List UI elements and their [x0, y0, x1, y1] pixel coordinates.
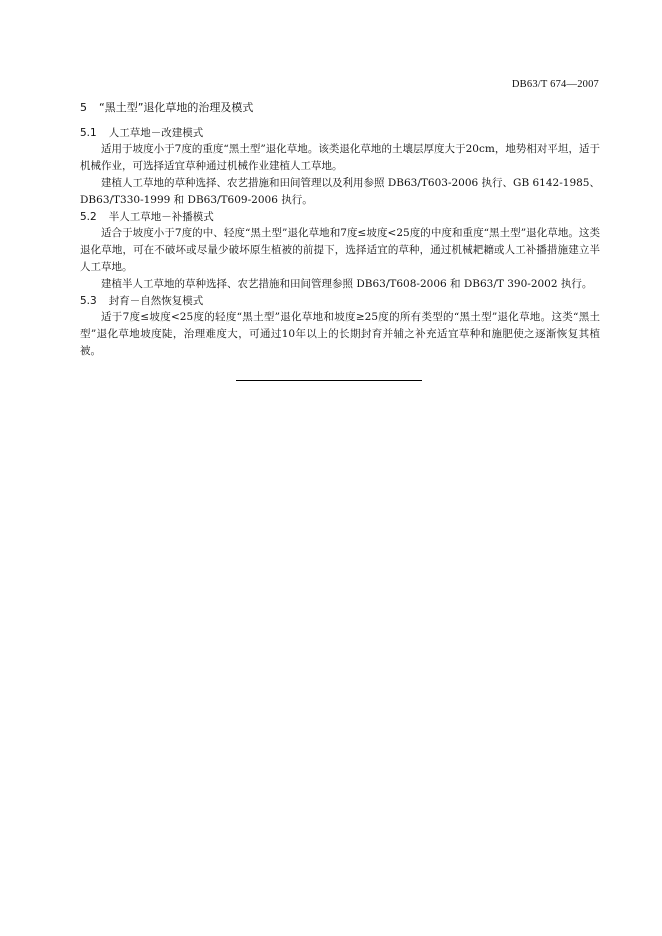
- section-5-2-title: 半人工草地－补播模式: [108, 211, 214, 223]
- section-5-number: 5: [80, 101, 87, 114]
- section-5-1-heading: [80, 125, 600, 141]
- section-5-1-paragraph-2: 建植人工草地的草种选择、农艺措施和田间管理以及利用参照 DB63/T603-2006 执行、GB 6142-1985、 DB63/T330-1999 和 DB63/T609-2006 执行。: [80, 177, 600, 206]
- section-5-3-paragraph-1: 适于7度≤坡度<25度的轻度“黑土型”退化草地和坡度≥25度的所有类型的“黑土型”退化草地。这类“黑土型”退化草地坡度陡，治理难度大，可通过10年以上的长期封育并辅之补充适宜草种和施肥使之逐渐恢复其植被。: [80, 311, 600, 357]
- document-code: DB63/T 674—2007: [511, 79, 599, 90]
- section-5-2-heading: [80, 209, 600, 225]
- section-5-heading: [80, 100, 600, 116]
- section-5-1-number: 5.1: [80, 127, 97, 139]
- end-rule: [236, 380, 422, 381]
- section-5-title: “黑土型”退化草地的治理及模式: [99, 101, 254, 114]
- section-5-1-paragraph-1: 适用于坡度小于7度的重度“黑土型”退化草地。该类退化草地的土壤层厚度大于20cm，地势相对平坦，适于机械作业，可选择适宜草种通过机械作业建植人工草地。: [80, 143, 600, 172]
- document-body: [80, 100, 600, 360]
- section-5-3-title: 封育－自然恢复模式: [108, 295, 204, 307]
- section-5-3-heading: [80, 293, 600, 309]
- section-5-1-title: 人工草地－改建模式: [108, 127, 204, 139]
- section-5-2-paragraph-2: 建植半人工草地的草种选择、农艺措施和田间管理参照 DB63/T608-2006 和 DB63/T 390-2002 执行。: [101, 278, 593, 290]
- section-5-3-number: 5.3: [80, 295, 97, 307]
- section-5-2-number: 5.2: [80, 211, 97, 223]
- section-5-2-paragraph-1: 适合于坡度小于7度的中、轻度“黑土型”退化草地和7度≤坡度<25度的中度和重度“黑土型”退化草地。这类退化草地，可在不破坏或尽量少破坏原生植被的前提下，选择适宜的草种，通过机械耙耱或人工补播措施建立半人工草地。: [80, 227, 600, 273]
